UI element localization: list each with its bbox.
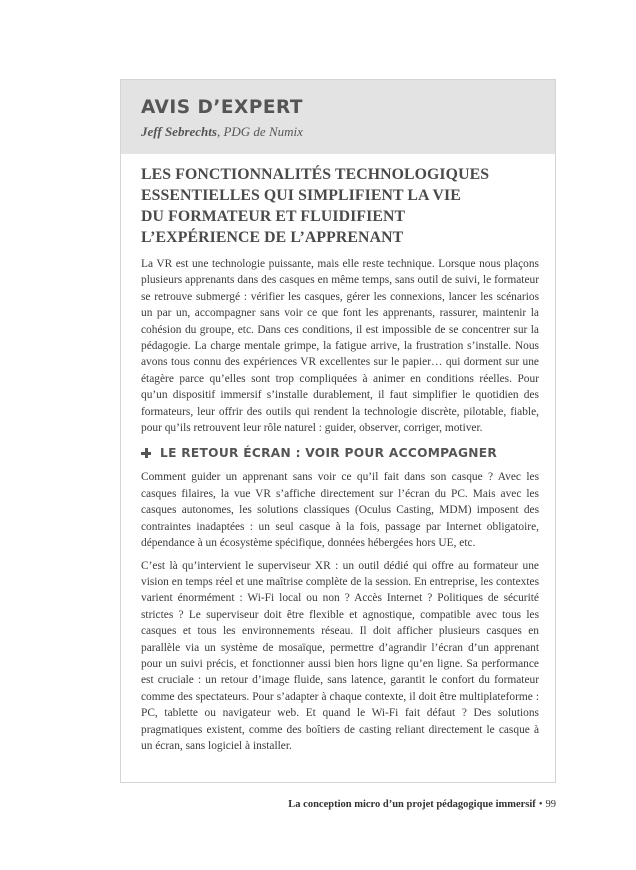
page-footer	[288, 799, 556, 810]
plus-icon	[141, 448, 151, 458]
section-heading	[141, 446, 539, 460]
headline-line: ESSENTIELLES QUI SIMPLIFIENT LA VIE	[141, 187, 461, 204]
author-line	[141, 124, 555, 140]
paragraph: Comment guider un apprenant sans voir ce qu’il fait dans son casque ? Avec les casques filaires, la vue VR s’affiche directement sur l’écran du PC. Mais avec les casques autonomes, les solutions classiques (Oculus Casting, MDM) imposent des contraintes inadaptées : un seul casque à la fois, passage par Internet obligatoire, dépendance à un écosystème spécifique, données hébergées hors UE, etc.	[141, 471, 539, 550]
intro-paragraph: La VR est une technologie puissante, mais elle reste technique. Lorsque nous plaçons plusieurs apprenants dans des casques en même temps, sans outil de suivi, le formateur se retrouve submergé : vérifier les casques, gérer les connexions, lancer les scénarios un par un, accompagner sans voir ce que font les apprenants, rassurer, maintenir la cohésion du groupe, etc. Dans ces conditions, il est impossible de se concentrer sur la pédagogie. La charge mentale grimpe, la fatigue arrive, la frustration s’installe. Nous avons tous connu des expériences VR excellentes sur le papier… qui dorment sur une étagère parce qu’elles sont trop compliquées à animer en conditions réelles. Pour qu’un dispositif immersif s’installe durablement, il faut simplifier le quotidien des formateurs, leur offrir des outils qui rendent la technologie discrète, pilotable, fiable, pour qu’ils retrouvent leur rôle naturel : guider, observer, corriger, motiver.	[141, 258, 539, 435]
headline-line: LES FONCTIONNALITÉS TECHNOLOGIQUES	[141, 166, 490, 183]
author-role: , PDG de Numix	[216, 124, 303, 139]
article-headline	[141, 164, 539, 248]
headline-line: DU FORMATEUR ET FLUIDIFIENT	[141, 208, 406, 225]
article-body	[121, 154, 555, 754]
page-number: 99	[545, 799, 556, 810]
footer-separator: •	[538, 799, 543, 810]
expert-box-header	[121, 80, 555, 154]
expert-box	[120, 79, 556, 783]
footer-title: La conception micro d’un projet pédagogique immersif	[288, 799, 536, 810]
box-title: AVIS D’EXPERT	[141, 97, 304, 118]
headline-line: L’EXPÉRIENCE DE L’APPRENANT	[141, 229, 404, 246]
paragraph: C’est là qu’intervient le superviseur XR : un outil dédié qui offre au formateur une vision en temps réel et une maîtrise complète de la session. En entreprise, les contextes varient énormément : Wi-Fi local ou non ? Accès Internet ? Politiques de sécurité strictes ? Le superviseur doit être flexible et agnostique, compatible avec tous les casques et tous les environnements réseau. Il doit afficher plusieurs casques en parallèle via un système de mosaïque, permettre d’agrandir l’écran d’un apprenant pour un suivi précis, et fonctionner aussi bien hors ligne qu’en ligne. Sa performance est cruciale : un retour d’image fluide, sans latence, garantit le confort du formateur comme des spectateurs. Pour s’adapter à chaque contexte, il doit être multiplateforme : PC, tablette ou navigateur web. Et quand le Wi-Fi fait défaut ? Des solutions pragmatiques existent, comme des boîtiers de casting reliant directement le casque à un écran, sans logiciel à installer.	[141, 559, 539, 752]
author-name: Jeff Sebrechts	[141, 124, 217, 139]
section-heading-text: LE RETOUR ÉCRAN : VOIR POUR ACCOMPAGNER	[160, 446, 498, 461]
